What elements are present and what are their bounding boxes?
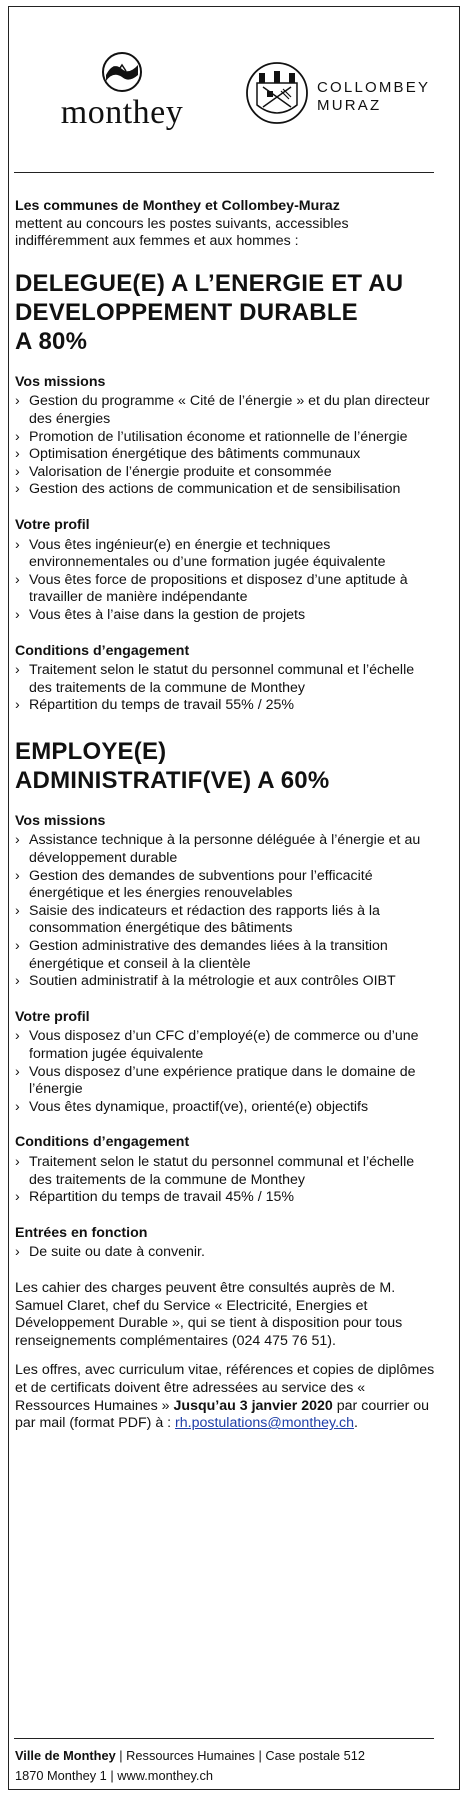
- footer-org: Ville de Monthey: [15, 1748, 116, 1763]
- monthey-emblem-icon: [101, 51, 143, 93]
- job1-title-line2: DEVELOPPEMENT DURABLE: [15, 298, 358, 326]
- intro-line3: indifféremment aux femmes et aux hommes :: [15, 233, 299, 250]
- job1-missions-title: Vos missions: [15, 373, 106, 390]
- list-item-text: Répartition du temps de travail 55% / 25%: [29, 697, 294, 714]
- top-divider: [14, 172, 434, 173]
- list-item: [15, 938, 435, 973]
- offres-text2: par courrier ou par mail (format PDF) à :: [15, 1397, 430, 1432]
- job1-title-line3: A 80%: [15, 327, 88, 355]
- chevron-right-icon: ›: [15, 536, 20, 553]
- list-item-text: Promotion de l’utilisation économe et rationnelle de l’énergie: [29, 428, 408, 445]
- footer-line1-rest: | Ressources Humaines | Case postale 512: [115, 1748, 365, 1763]
- list-item-text: Gestion du programme « Cité de l’énergie » et du plan directeur des énergies: [29, 393, 430, 427]
- chevron-right-icon: ›: [15, 481, 20, 498]
- list-item-text: Valorisation de l’énergie produite et consommée: [29, 463, 332, 480]
- chevron-right-icon: ›: [15, 902, 20, 919]
- job1-profil-list: [15, 537, 435, 625]
- list-item-text: De suite ou date à convenir.: [29, 1244, 205, 1261]
- offres-end: .: [354, 1415, 358, 1432]
- chevron-right-icon: ›: [15, 393, 20, 410]
- collombey-muraz-logo: [245, 61, 465, 131]
- list-item-text: Gestion des demandes de subventions pour l’efficacité énergétique et les énergies renouvelables: [29, 867, 373, 902]
- list-item-text: Vous êtes dynamique, proactif(ve), orienté(e) objectifs: [29, 1098, 369, 1115]
- collombey-emblem-icon: [245, 61, 309, 125]
- list-item-text: Traitement selon le statut du personnel communal et l’échelle des traitements de la commune de Monthey: [29, 662, 415, 696]
- ad-content: [15, 198, 435, 1433]
- chevron-right-icon: ›: [15, 1063, 20, 1080]
- job1-missions-list: [15, 393, 435, 499]
- list-item: [15, 973, 435, 991]
- list-item: [15, 868, 435, 903]
- list-item-text: Optimisation énergétique des bâtiments communaux: [29, 446, 361, 463]
- job1-title: [15, 269, 435, 356]
- list-item: [15, 607, 435, 625]
- job2-title-line2: ADMINISTRATIF(VE) A 60%: [15, 766, 330, 794]
- list-item: [15, 481, 435, 499]
- offres-deadline: Jusqu’au 3 janvier 2020: [173, 1397, 333, 1414]
- email-link[interactable]: rh.postulations@monthey.ch: [175, 1415, 355, 1432]
- chevron-right-icon: ›: [15, 1244, 20, 1261]
- list-item-text: Traitement selon le statut du personnel communal et l’échelle des traitements de la commune de Monthey: [29, 1153, 415, 1188]
- entree-title: Entrées en fonction: [15, 1224, 148, 1241]
- list-item: [15, 537, 435, 572]
- collombey-line1: COLLOMBEY: [317, 79, 431, 96]
- list-item: [15, 697, 435, 715]
- chevron-right-icon: ›: [15, 1153, 20, 1170]
- chevron-right-icon: ›: [15, 938, 20, 955]
- monthey-logo: [47, 51, 197, 130]
- monthey-wordmark: monthey: [60, 94, 184, 131]
- chevron-right-icon: ›: [15, 867, 20, 884]
- chevron-right-icon: ›: [15, 571, 20, 588]
- intro-line1: Les communes de Monthey et Collombey-Muraz: [15, 198, 340, 214]
- chevron-right-icon: ›: [15, 697, 20, 714]
- list-item-text: Assistance technique à la personne déléguée à l’énergie et au développement durable: [29, 832, 421, 867]
- job2-profil-title: Votre profil: [15, 1008, 90, 1025]
- chevron-right-icon: ›: [15, 1098, 20, 1115]
- offres-paragraph: [15, 1362, 435, 1432]
- chevron-right-icon: ›: [15, 832, 20, 849]
- list-item: [15, 1028, 435, 1063]
- list-item: [15, 393, 435, 428]
- job2-conditions-list: [15, 1154, 435, 1207]
- job1-profil-title: Votre profil: [15, 516, 90, 533]
- list-item-text: Vous êtes à l’aise dans la gestion de projets: [29, 606, 306, 623]
- chevron-right-icon: ›: [15, 606, 20, 623]
- list-item-text: Gestion administrative des demandes liées à la transition énergétique et conseil à la clientèle: [29, 938, 388, 972]
- job2-title: [15, 737, 435, 795]
- job2-conditions-title: Conditions d’engagement: [15, 1134, 190, 1151]
- list-item: [15, 429, 435, 447]
- list-item-text: Vous êtes force de propositions et disposez d’une aptitude à travailler de manière indépendante: [29, 571, 408, 606]
- intro-line2: mettent au concours les postes suivants, accessibles: [15, 215, 349, 232]
- chevron-right-icon: ›: [15, 428, 20, 445]
- list-item: [15, 662, 435, 697]
- cahier-paragraph: Les cahier des charges peuvent être consultés auprès de M. Samuel Claret, chef du Service « Electricité, Energies et Développement Durable », qui se tient à disposition pour tous renseignements complémentaires (024 475 76 51).: [15, 1279, 403, 1349]
- list-item: [15, 1154, 435, 1189]
- offres-text: Les offres, avec curriculum vitae, références et copies de diplômes et de certificats doivent être adressées au service des « Ressources Humaines »: [15, 1362, 435, 1414]
- job2-title-line1: EMPLOYE(E): [15, 737, 167, 765]
- list-item: [15, 446, 435, 464]
- list-item: [15, 464, 435, 482]
- list-item: [15, 1244, 435, 1262]
- chevron-right-icon: ›: [15, 1189, 20, 1206]
- footer-line1: [15, 1746, 435, 1766]
- chevron-right-icon: ›: [15, 446, 20, 463]
- job1-title-line1: DELEGUE(E) A L’ENERGIE ET AU: [15, 269, 404, 297]
- list-item: [15, 1099, 435, 1117]
- collombey-line2: MURAZ: [317, 97, 382, 114]
- footer-line2: 1870 Monthey 1 | www.monthey.ch: [15, 1768, 213, 1783]
- list-item-text: Vous disposez d’un CFC d’employé(e) de commerce ou d’une formation jugée équivalente: [29, 1028, 419, 1062]
- list-item-text: Répartition du temps de travail 45% / 15%: [29, 1189, 294, 1206]
- list-item-text: Soutien administratif à la métrologie et aux contrôles OIBT: [29, 973, 396, 990]
- list-item: [15, 1189, 435, 1207]
- intro: [15, 198, 435, 251]
- chevron-right-icon: ›: [15, 463, 20, 480]
- collombey-wordmark: [317, 79, 430, 115]
- chevron-right-icon: ›: [15, 973, 20, 990]
- job2-profil-list: [15, 1028, 435, 1116]
- list-item: [15, 572, 435, 607]
- chevron-right-icon: ›: [15, 1028, 20, 1045]
- job1-conditions-title: Conditions d’engagement: [15, 642, 190, 659]
- list-item: [15, 903, 435, 938]
- footer: [15, 1746, 435, 1786]
- list-item-text: Vous êtes ingénieur(e) en énergie et techniques environnementales ou d’une formation jugée équivalente: [29, 536, 386, 571]
- list-item-text: Vous disposez d’une expérience pratique dans le domaine de l’énergie: [29, 1063, 416, 1098]
- logos-header: [35, 47, 449, 137]
- bottom-divider: [14, 1738, 434, 1739]
- list-item: [15, 832, 435, 867]
- chevron-right-icon: ›: [15, 662, 20, 679]
- job2-missions-title: Vos missions: [15, 812, 106, 829]
- entree-list: [15, 1244, 435, 1262]
- list-item-text: Saisie des indicateurs et rédaction des rapports liés à la consommation énergétique des bâtiments: [29, 902, 380, 937]
- job1-conditions-list: [15, 662, 435, 715]
- list-item: [15, 1064, 435, 1099]
- job2-missions-list: [15, 832, 435, 990]
- list-item-text: Gestion des actions de communication et de sensibilisation: [29, 481, 401, 498]
